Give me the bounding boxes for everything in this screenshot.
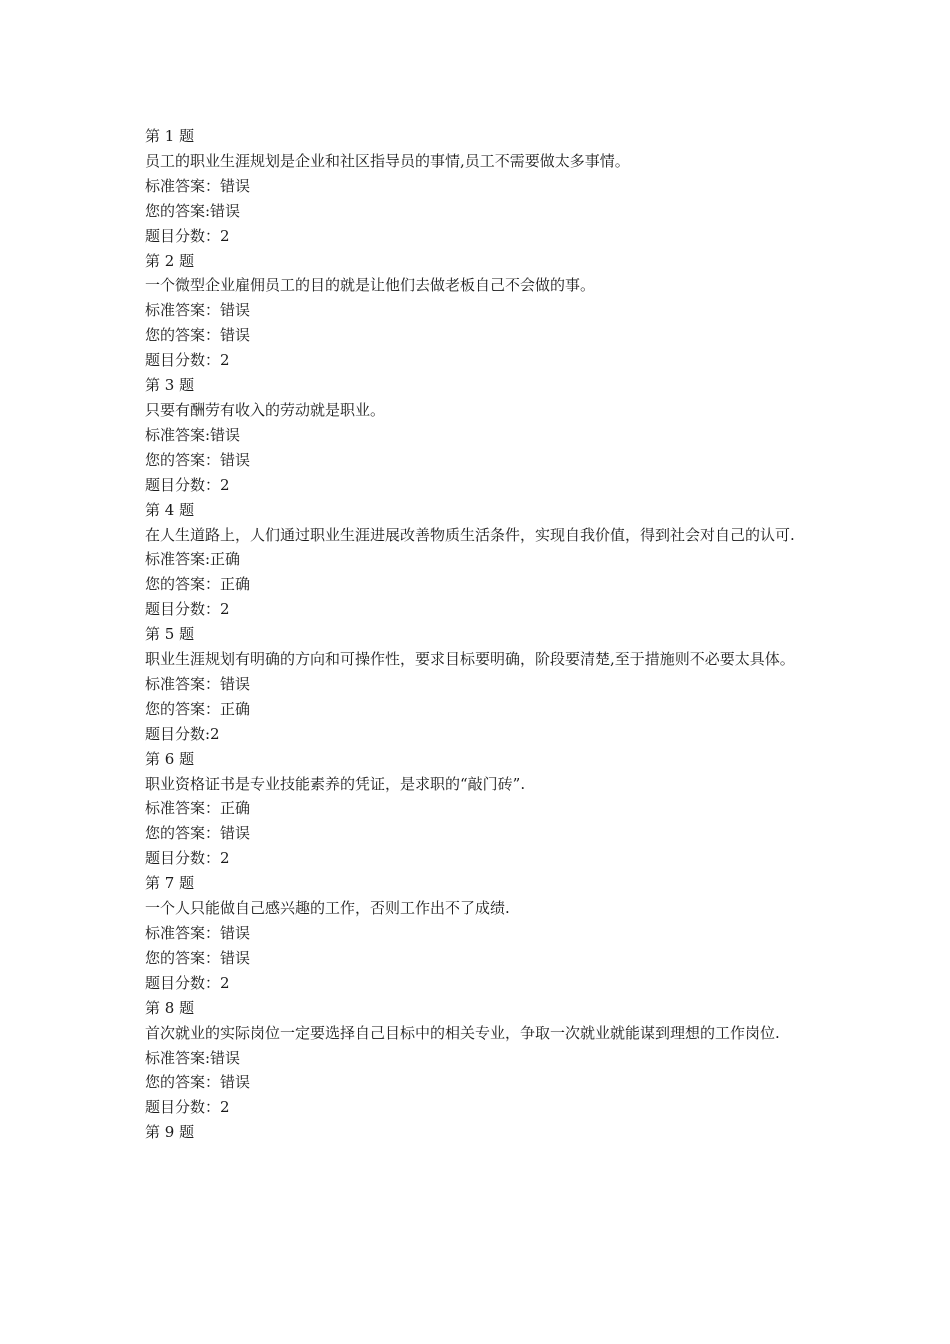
- question-title: 第 7 题: [145, 874, 195, 893]
- question-text: 职业资格证书是专业技能素养的凭证，是求职的“敲门砖”.: [145, 774, 526, 793]
- your-answer: 您的答案：错误: [145, 450, 251, 469]
- question-8: [145, 996, 811, 1121]
- question-2: [145, 249, 811, 374]
- question-score: 题目分数:2: [145, 724, 220, 743]
- standard-answer: 标准答案：错误: [145, 301, 251, 320]
- standard-answer: 标准答案：错误: [145, 924, 251, 942]
- document-page: [145, 124, 811, 1145]
- question-score: 题目分数：2: [145, 973, 230, 992]
- standard-answer: 标准答案:错误: [145, 1048, 241, 1067]
- question-5: [145, 622, 811, 747]
- question-title: 第 3 题: [145, 376, 195, 395]
- question-9: [145, 1120, 811, 1145]
- your-answer: 您的答案：错误: [145, 824, 251, 843]
- your-answer: 您的答案：错误: [145, 326, 251, 345]
- standard-answer: 标准答案：错误: [145, 176, 251, 195]
- question-score: 题目分数：2: [145, 475, 230, 494]
- question-title: 第 2 题: [145, 251, 195, 270]
- question-text: 一个微型企业雇佣员工的目的就是让他们去做老板自己不会做的事。: [145, 276, 596, 295]
- question-text: 首次就业的实际岗位一定要选择自己目标中的相关专业，争取一次就业就能谋到理想的工作岗位.: [145, 1023, 780, 1042]
- question-7: [145, 871, 811, 996]
- standard-answer: 标准答案:正确: [145, 550, 241, 569]
- question-score: 题目分数：2: [145, 1098, 230, 1117]
- question-score: 题目分数：2: [145, 849, 230, 868]
- your-answer: 您的答案：错误: [145, 1073, 251, 1092]
- question-title: 第 9 题: [145, 1123, 195, 1142]
- question-4: [145, 498, 811, 623]
- question-title: 第 5 题: [145, 625, 195, 644]
- question-title: 第 4 题: [145, 500, 195, 519]
- your-answer: 您的答案：正确: [145, 575, 251, 594]
- question-title: 第 8 题: [145, 998, 195, 1017]
- standard-answer: 标准答案:错误: [145, 425, 241, 444]
- question-6: [145, 747, 811, 872]
- question-1: [145, 124, 811, 249]
- standard-answer: 标准答案：正确: [145, 799, 251, 818]
- question-title: 第 1 题: [145, 127, 195, 145]
- standard-answer: 标准答案：错误: [145, 674, 251, 693]
- your-answer: 您的答案:错误: [145, 201, 241, 220]
- your-answer: 您的答案：正确: [145, 699, 251, 718]
- question-score: 题目分数：2: [145, 600, 230, 619]
- question-title: 第 6 题: [145, 749, 195, 768]
- question-text: 职业生涯规划有明确的方向和可操作性，要求目标要明确，阶段要清楚,至于措施则不必要太具体。: [145, 650, 795, 669]
- question-text: 在人生道路上，人们通过职业生涯进展改善物质生活条件，实现自我价值，得到社会对自己的认可.: [145, 525, 795, 544]
- question-text: 一个人只能做自己感兴趣的工作，否则工作出不了成绩.: [145, 899, 510, 918]
- your-answer: 您的答案：错误: [145, 948, 251, 967]
- question-text: 只要有酬劳有收入的劳动就是职业。: [145, 400, 386, 419]
- question-score: 题目分数：2: [145, 351, 230, 370]
- question-3: [145, 373, 811, 498]
- question-score: 题目分数：2: [145, 226, 230, 245]
- question-text: 员工的职业生涯规划是企业和社区指导员的事情,员工不需要做太多事情。: [145, 151, 630, 170]
